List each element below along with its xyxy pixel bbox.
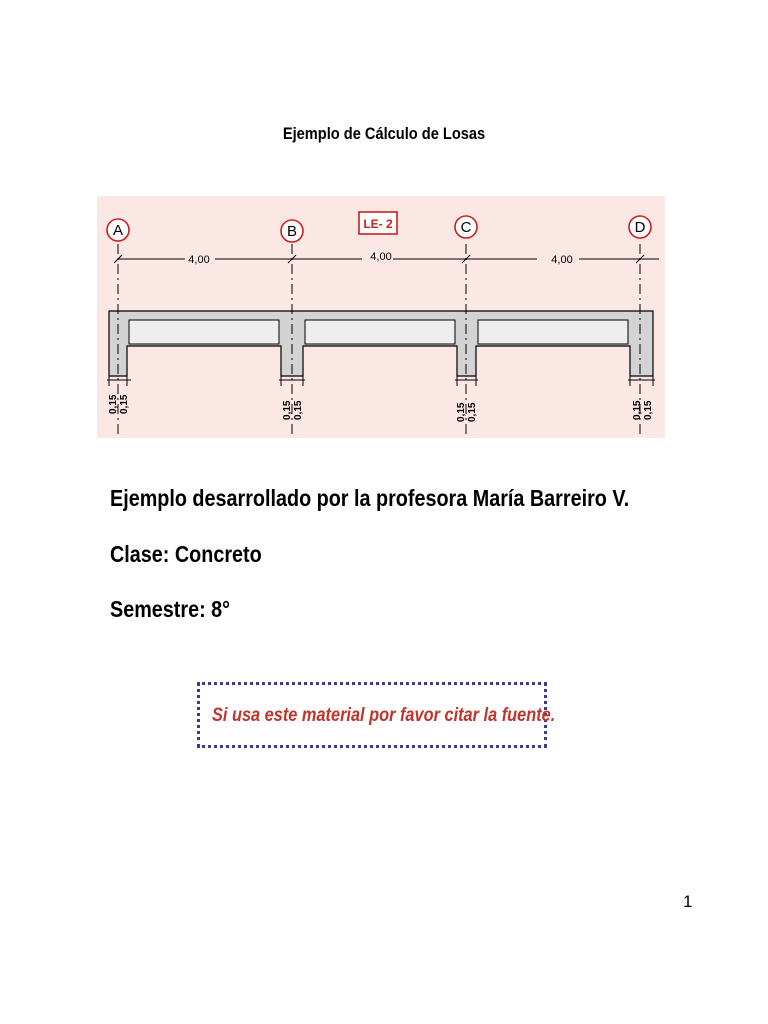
span-label-cd: 4,00 xyxy=(551,254,573,266)
axis-label-b: B xyxy=(286,223,298,240)
slab-void-2 xyxy=(305,320,455,344)
citation-note: Si usa este material por favor citar la fuente. xyxy=(212,705,556,726)
page-number: 1 xyxy=(683,892,693,911)
support-label-a1: 0,15 xyxy=(108,394,119,414)
support-label-c2: 0,15 xyxy=(467,402,478,422)
class-line: Clase: Concreto xyxy=(110,541,262,567)
semester-line: Semestre: 8° xyxy=(110,596,231,622)
support-label-b1: 0,15 xyxy=(282,400,293,420)
support-label-d2: 0,15 xyxy=(643,400,654,420)
document-title: Ejemplo de Cálculo de Losas xyxy=(282,124,486,143)
support-label-b2: 0,15 xyxy=(293,400,304,420)
axis-label-c: C xyxy=(460,219,472,236)
support-label-a2: 0,15 xyxy=(119,394,130,414)
slab-section-svg xyxy=(97,196,665,438)
slab-void-1 xyxy=(129,320,279,344)
slab-label: LE- 2 xyxy=(363,217,393,231)
slab-section-diagram xyxy=(97,196,665,438)
support-label-d1: 0,15 xyxy=(632,400,643,420)
author-line: Ejemplo desarrollado por la profesora María Barreiro V. xyxy=(110,485,630,511)
slab-void-3 xyxy=(478,320,628,344)
axis-label-a: A xyxy=(112,222,124,239)
span-label-ab: 4,00 xyxy=(188,254,210,266)
citation-note-box xyxy=(197,682,556,748)
span-label-bc: 4,00 xyxy=(370,251,392,263)
support-label-c1: 0,15 xyxy=(456,402,467,422)
axis-label-d: D xyxy=(634,219,646,236)
